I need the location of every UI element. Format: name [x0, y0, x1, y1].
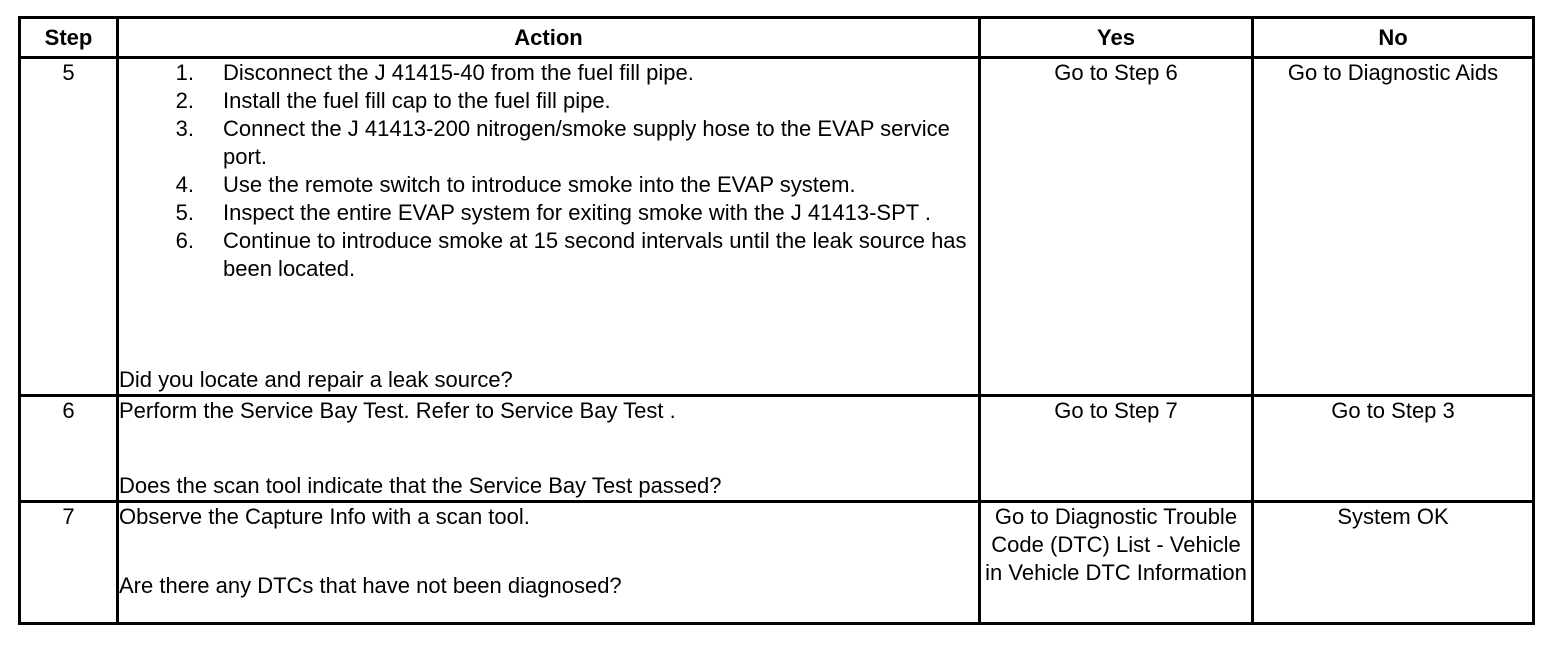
- yes-result: Go to Diagnostic Trouble Code (DTC) List - Vehicle in Vehicle DTC Information: [980, 502, 1253, 624]
- list-item: [119, 115, 978, 171]
- table-row: [20, 58, 1534, 396]
- step-number: 6: [20, 396, 118, 502]
- instruction-text: Perform the Service Bay Test. Refer to Service Bay Test .: [119, 398, 676, 423]
- header-action: Action: [118, 18, 980, 58]
- instruction-text: Observe the Capture Info with a scan tool.: [119, 504, 530, 529]
- action-cell: [118, 58, 980, 396]
- yes-result: Go to Step 6: [980, 58, 1253, 396]
- action-cell: [118, 396, 980, 502]
- list-item-text: Inspect the entire EVAP system for exiting smoke with the J 41413-SPT .: [223, 200, 932, 225]
- list-item: [119, 171, 978, 199]
- list-item: [119, 59, 978, 87]
- list-item-number: 6.: [175, 228, 194, 253]
- instruction-list: [119, 59, 978, 283]
- header-no: No: [1253, 18, 1534, 58]
- header-yes: Yes: [980, 18, 1253, 58]
- list-item: [119, 227, 978, 283]
- list-item-number: 1.: [175, 60, 194, 85]
- list-item-text: Disconnect the J 41415-40 from the fuel fill pipe.: [223, 60, 694, 85]
- header-row: [20, 18, 1534, 58]
- list-item-number: 4.: [175, 172, 194, 197]
- step-number: 7: [20, 502, 118, 624]
- table-row: [20, 396, 1534, 502]
- no-result: System OK: [1253, 502, 1534, 624]
- table-row: [20, 502, 1534, 624]
- question-text: Does the scan tool indicate that the Service Bay Test passed?: [119, 473, 722, 498]
- list-item-text: Continue to introduce smoke at 15 second intervals until the leak source has been located.: [223, 228, 967, 281]
- no-result: Go to Diagnostic Aids: [1253, 58, 1534, 396]
- list-item-text: Install the fuel fill cap to the fuel fill pipe.: [223, 88, 611, 113]
- list-item-text: Connect the J 41413-200 nitrogen/smoke supply hose to the EVAP service port.: [223, 116, 950, 169]
- list-item: [119, 87, 978, 115]
- question-text: Are there any DTCs that have not been diagnosed?: [119, 573, 622, 598]
- question-text: Did you locate and repair a leak source?: [119, 367, 513, 392]
- list-item-number: 2.: [175, 88, 194, 113]
- action-cell: [118, 502, 980, 624]
- header-step: Step: [20, 18, 118, 58]
- list-item-text: Use the remote switch to introduce smoke into the EVAP system.: [223, 172, 856, 197]
- step-number: 5: [20, 58, 118, 396]
- list-item: [119, 199, 978, 227]
- list-item-number: 5.: [175, 200, 194, 225]
- list-item-number: 3.: [175, 116, 194, 141]
- no-result: Go to Step 3: [1253, 396, 1534, 502]
- diagnostic-table: [18, 16, 1535, 625]
- yes-result: Go to Step 7: [980, 396, 1253, 502]
